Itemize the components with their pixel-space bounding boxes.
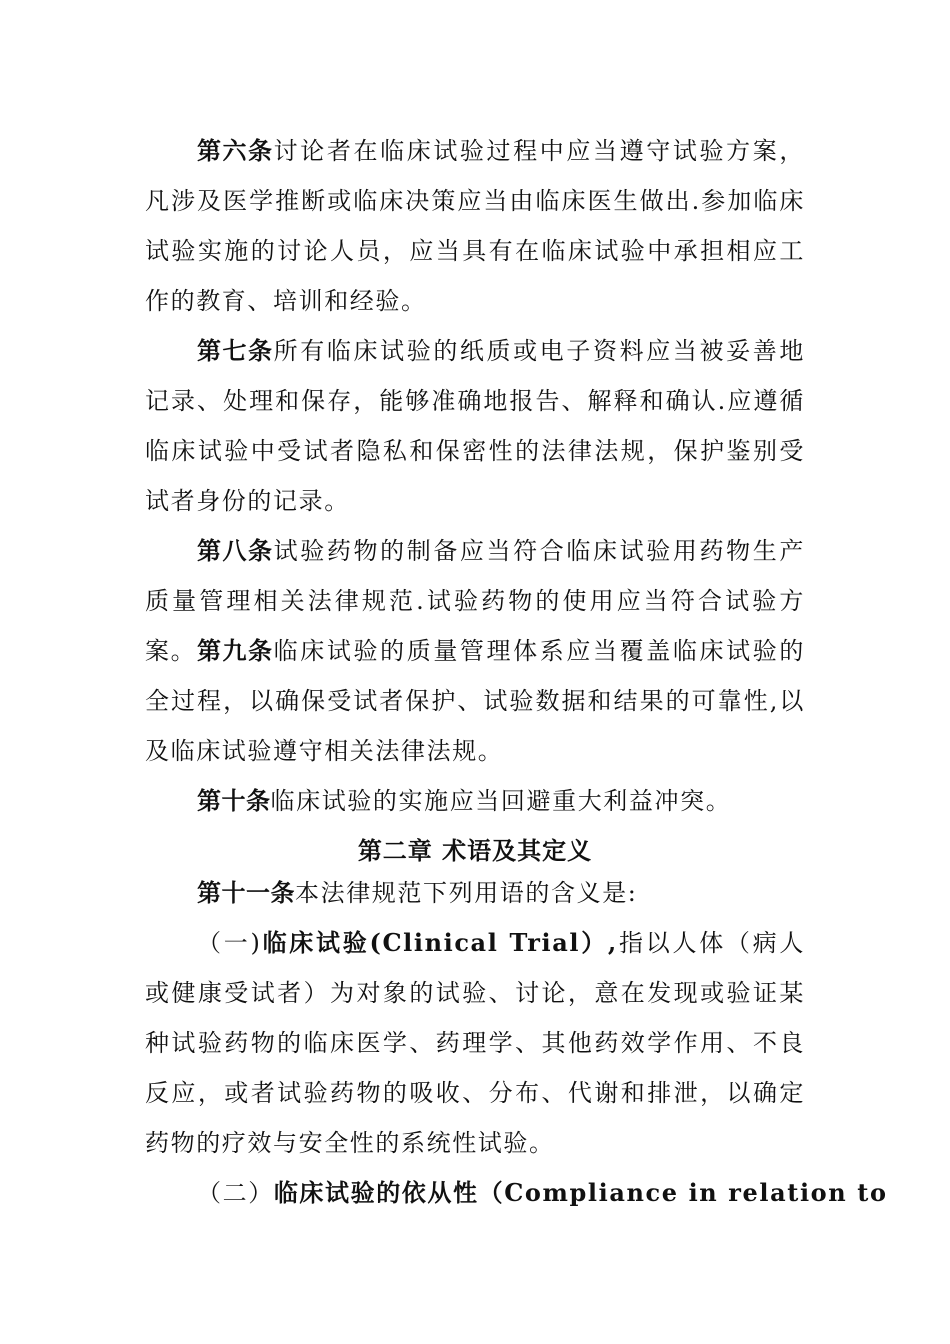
article-7 xyxy=(145,326,805,526)
term-1-text: 指以人体（病人或健康受试者）为对象的试验、讨论，意在发现或验证某种试验药物的临床医学、药理学、其他药效学作用、不良反应，或者试验药物的吸收、分布、代谢和排泄，以确定药物的疗效与安全性的系统性试验。 xyxy=(145,929,805,1157)
article-10-label: 第十条 xyxy=(197,787,271,815)
article-8-text: 试验药物的制备应当符合临床试验用药物生产质量管理相关法律规范.试验药物的使用应当符合试验方案。 xyxy=(145,537,806,665)
article-11-label: 第十一条 xyxy=(197,879,295,907)
article-9 xyxy=(145,626,805,776)
article-8-label: 第八条 xyxy=(197,537,274,565)
article-10 xyxy=(145,776,805,826)
term-2-prefix: （二） xyxy=(197,1179,274,1207)
article-11-text: 本法律规范下列用语的含义是: xyxy=(295,879,638,907)
article-11 xyxy=(145,868,805,918)
article-9-text: 临床试验的质量管理体系应当覆盖临床试验的全过程，以确保受试者保护、试验数据和结果的可靠性,以及临床试验遵守相关法律法规。 xyxy=(145,637,806,765)
article-7-label: 第七条 xyxy=(197,337,274,365)
term-2-term: 临床试验的依从性（Compliance in relation to xyxy=(273,1178,888,1207)
term-1-prefix: （一) xyxy=(197,929,262,957)
article-6-text: 讨论者在临床试验过程中应当遵守试验方案，凡涉及医学推断或临床决策应当由临床医生做出.参加临床试验实施的讨论人员，应当具有在临床试验中承担相应工作的教育、培训和经验。 xyxy=(145,137,806,315)
article-10-text: 临床试验的实施应当回避重大利益冲突。 xyxy=(270,787,732,815)
article-7-text: 所有临床试验的纸质或电子资料应当被妥善地记录、处理和保存，能够准确地报告、解释和确认.应遵循临床试验中受试者隐私和保密性的法律法规，保护鉴别受试者身份的记录。 xyxy=(145,337,806,515)
article-9-label: 第九条 xyxy=(197,637,274,665)
chapter-title: 第二章 术语及其定义 xyxy=(357,836,593,865)
article-6-label: 第六条 xyxy=(197,137,274,165)
term-1 xyxy=(145,918,805,1168)
term-2 xyxy=(145,1168,888,1218)
article-6 xyxy=(145,126,805,326)
term-1-term: 临床试验(Clinical Trial）, xyxy=(261,928,618,957)
